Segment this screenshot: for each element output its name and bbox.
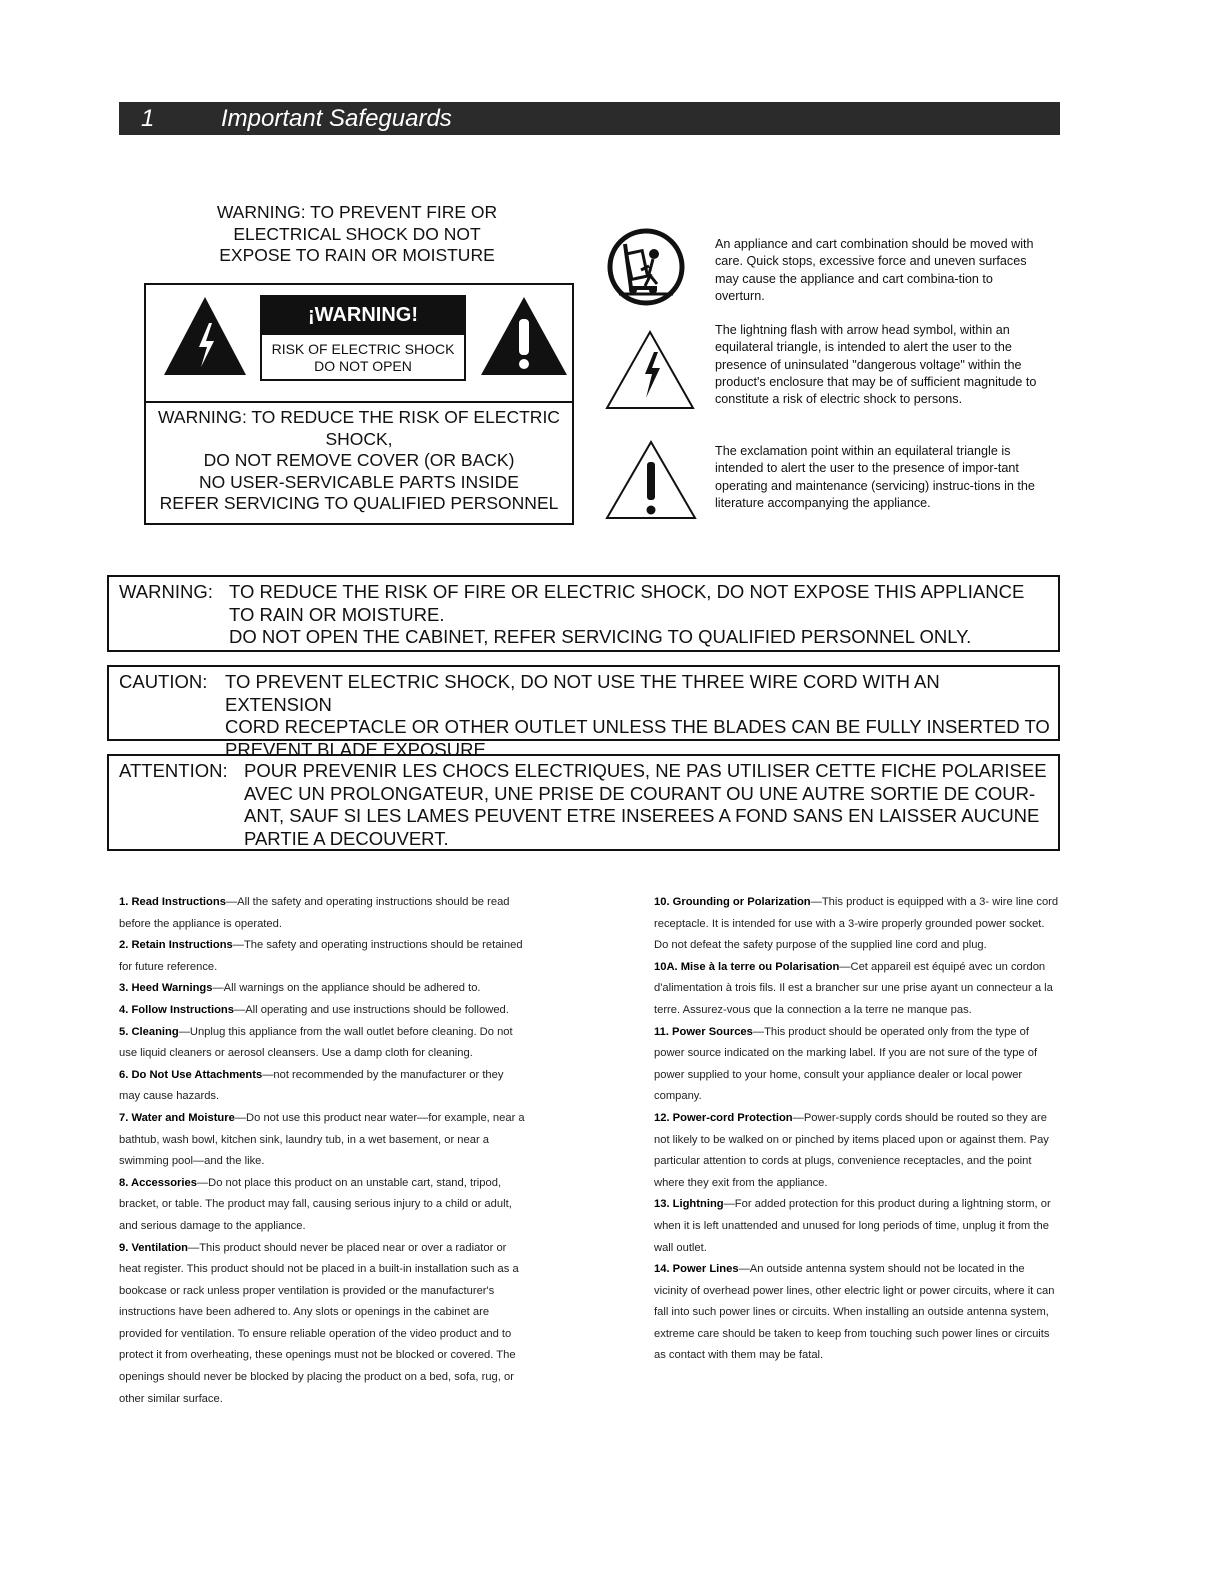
lightning-symbol-text: The lightning flash with arrow head symbol, within an equilateral triangle, is intended to alert the user to the presence of uninsulated "dangerous voltage" within the product's enclosure that may be of sufficient magnitude to constitute a risk of electric shock to persons. (715, 323, 1037, 407)
instruction-item: 4. Follow Instructions—All operating and use instructions should be followed. (119, 1003, 509, 1016)
instructions-left-column (119, 892, 525, 1410)
instruction-item: 10A. Mise à la terre ou Polarisation—Cet appareil est équipé avec un cordon d'alimentation à trois fils. Il est a brancher sur une prise ayant un connecteur a la terre. Assurez-vous que la connection a la terre ne manque pas. (654, 960, 1053, 1016)
warning-badge-title: ¡WARNING! (262, 297, 464, 335)
instruction-item: 5. Cleaning—Unplug this appliance from the wall outlet before cleaning. Do not use liquid cleaners or aerosol cleansers. Use a damp cloth for cleaning. (119, 1025, 513, 1060)
instruction-item: 14. Power Lines—An outside antenna system should not be located in the vicinity of overhead power lines, other electric light or power circuits, where it can fall into such power lines or circuits. When installing an outside antenna system, extreme care should be taken to keep from touching such power lines or circuits as contact with them may be fatal. (654, 1263, 1055, 1362)
notice-text: TO PREVENT ELECTRIC SHOCK, DO NOT USE THE THREE WIRE CORD WITH AN EXTENSION CORD RECEPTACLE OR OTHER OUTLET UNLESS THE BLADES CAN BE FULLY INSERTED TO PREVENT BLADE EXPOSURE. (225, 671, 1050, 760)
instructions-right-column (654, 892, 1060, 1367)
instruction-item: 7. Water and Moisture—Do not use this product near water—for example, near a bathtub, wash bowl, kitchen sink, laundry tub, in a wet basement, or near a swimming pool—and the like. (119, 1111, 525, 1168)
exclamation-warning-icon (479, 295, 569, 377)
exclamation-symbol-text: The exclamation point within an equilateral triangle is intended to alert the user to the presence of impor-tant operating and maintenance (servicing) instruc-tions in the literature accompanying the appliance. (715, 444, 1035, 510)
instruction-item: 1. Read Instructions—All the safety and operating instructions should be read before the appliance is operated. (119, 896, 510, 930)
instruction-item: 6. Do Not Use Attachments—not recommended by the manufacturer or they may cause hazards. (119, 1068, 504, 1103)
lightning-triangle-icon (605, 330, 695, 410)
instruction-item: 3. Heed Warnings—All warnings on the appliance should be adhered to. (119, 982, 481, 995)
instruction-item: 10. Grounding or Polarization—This product is equipped with a 3- wire line cord receptacle. It is intended for use with a 3-wire properly grounded power socket. Do not defeat the safety purpose of the supplied line cord and plug. (654, 896, 1059, 952)
cart-caution-text: An appliance and cart combination should be moved with care. Quick stops, excessive force and uneven surfaces may cause the appliance and cart combina-tion to overturn. (715, 237, 1034, 303)
warning-badge-subtitle: RISK OF ELECTRIC SHOCK DO NOT OPEN (271, 341, 455, 374)
notice-attention (107, 754, 1060, 851)
warning-badge (260, 295, 466, 381)
notice-text: TO REDUCE THE RISK OF FIRE OR ELECTRIC SHOCK, DO NOT EXPOSE THIS APPLIANCE TO RAIN OR MOISTURE. DO NOT OPEN THE CABINET, REFER SERVICING TO QUALIFIED PERSONNEL ONLY. (229, 581, 1025, 647)
notice-label: ATTENTION: (119, 760, 228, 781)
instruction-item: 13. Lightning—For added protection for this product during a lightning storm, or when it is left unattended and unused for long periods of time, unplug it from the wall outlet. (654, 1198, 1051, 1254)
instruction-item: 12. Power-cord Protection—Power-supply cords should be routed so they are not likely to be walked on or pinched by items placed upon or against them. Pay particular attention to cords at plugs, convenience receptacles, and the point where they exit from the appliance. (654, 1111, 1049, 1189)
instruction-item: 9. Ventilation—This product should never be placed near or over a radiator or heat register. This product should not be placed in a built-in installation such as a bookcase or rack unless proper ventilation is provided or the manufacturer's instructions have been adhered to. Any slots or openings in the cabinet are provided for ventilation. To ensure reliable operation of the video product and to protect it from overheating, these openings must not be blocked or covered. The openings should never be blocked by placing the product on a bed, sofa, rug, or other similar surface. (119, 1241, 519, 1405)
notice-caution (107, 665, 1060, 760)
section-title: Important Safeguards (221, 105, 452, 132)
warning-label-box (144, 283, 574, 525)
exclamation-triangle-icon (605, 440, 697, 520)
section-number: 1 (141, 105, 155, 132)
top-warning: WARNING: TO PREVENT FIRE OR ELECTRICAL SHOCK DO NOT EXPOSE TO RAIN OR MOISTURE (216, 202, 498, 265)
instruction-item: 8. Accessories—Do not place this product on an unstable cart, stand, tripod, bracket, or table. The product may fall, causing serious injury to a child or adult, and serious damage to the appliance. (119, 1176, 512, 1232)
section-header (119, 102, 1060, 135)
divider (146, 401, 572, 403)
instruction-item: 2. Retain Instructions—The safety and operating instructions should be retained for future reference. (119, 939, 523, 973)
notice-label: CAUTION: (119, 671, 208, 692)
notice-warning (107, 575, 1060, 652)
cart-tip-icon (607, 228, 685, 306)
warning-box-text: WARNING: TO REDUCE THE RISK OF ELECTRIC SHOCK, DO NOT REMOVE COVER (OR BACK) NO USER-SERVICABLE PARTS INSIDE REFER SERVICING TO QUALIFIED PERSONNEL (158, 407, 560, 513)
notice-label: WARNING: (119, 581, 213, 602)
instruction-item: 11. Power Sources—This product should be operated only from the type of power source indicated on the marking label. If you are not sure of the type of power supplied to your home, consult your appliance dealer or local power company. (654, 1025, 1038, 1103)
notice-text: POUR PREVENIR LES CHOCS ELECTRIQUES, NE PAS UTILISER CETTE FICHE POLARISEE AVEC UN PROLONGATEUR, UNE PRISE DE COURANT OU UNE AUTRE SORTIE DE COUR- ANT, SAUF SI LES LAMES PEUVENT ETRE INSEREES A FOND SANS EN LAISSER AUCUNE PARTIE A DECOUVERT. (244, 760, 1047, 849)
lightning-warning-icon (162, 295, 248, 377)
